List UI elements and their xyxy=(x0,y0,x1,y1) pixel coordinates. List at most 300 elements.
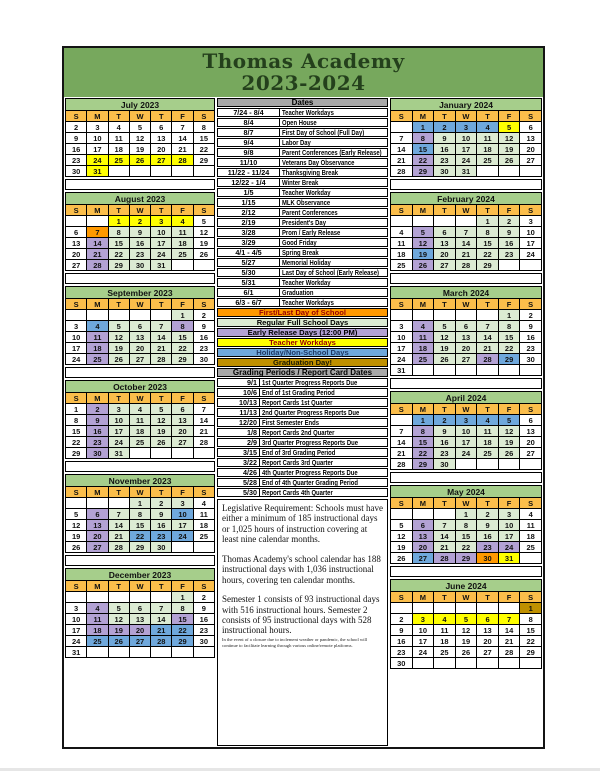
day-cell: 1 xyxy=(477,216,499,227)
day-cell xyxy=(434,365,456,376)
event-label: Veterans Day Observance xyxy=(282,159,355,166)
day-cell xyxy=(151,647,172,658)
page-edge-shadow xyxy=(0,768,600,771)
weekday-header: S xyxy=(391,404,413,415)
event-label: Report Cards 3rd Quarter xyxy=(262,459,334,466)
day-cell: 29 xyxy=(172,636,193,647)
day-cell: 5 xyxy=(151,404,172,415)
day-cell: 4 xyxy=(520,509,542,520)
weekday-header: T xyxy=(151,205,172,216)
weekday-header: W xyxy=(455,205,477,216)
day-cell: 25 xyxy=(477,448,499,459)
month-calendar xyxy=(390,579,542,669)
day-cell: 27 xyxy=(520,448,542,459)
day-cell: 28 xyxy=(193,437,214,448)
day-cell: 9 xyxy=(434,426,456,437)
month-title: April 2024 xyxy=(391,392,542,404)
weekday-header: W xyxy=(129,299,150,310)
day-cell: 12 xyxy=(129,133,150,144)
weekday-header: T xyxy=(151,393,172,404)
day-cell: 11 xyxy=(477,426,499,437)
event-label: Teacher Workdays xyxy=(282,109,334,116)
day-cell: 10 xyxy=(172,509,193,520)
day-cell: 4 xyxy=(172,216,193,227)
day-cell: 2 xyxy=(151,498,172,509)
day-cell: 17 xyxy=(455,144,477,155)
calendar-content xyxy=(64,97,543,747)
day-cell: 26 xyxy=(108,354,129,365)
weekday-header: W xyxy=(455,404,477,415)
day-cell: 18 xyxy=(391,249,413,260)
day-cell: 28 xyxy=(391,166,413,177)
day-cell: 5 xyxy=(193,216,214,227)
day-cell: 20 xyxy=(412,542,434,553)
day-cell: 20 xyxy=(172,426,193,437)
day-cell: 21 xyxy=(87,249,108,260)
weekday-header: T xyxy=(108,581,129,592)
day-cell: 3 xyxy=(66,321,87,332)
weekday-header: S xyxy=(520,111,542,122)
event-label: President's Day xyxy=(282,219,326,226)
day-cell: 24 xyxy=(108,437,129,448)
day-cell: 7 xyxy=(151,321,172,332)
day-cell: 15 xyxy=(520,625,542,636)
day-cell xyxy=(87,216,108,227)
legislative-requirement-text: Legislative Requirement: Schools must have either a minimum of 185 instructional days or 1,025 hours of instruction covering at least nine calendar months. xyxy=(222,503,383,545)
day-cell xyxy=(412,603,434,614)
day-cell: 8 xyxy=(108,227,129,238)
day-cell: 10 xyxy=(66,614,87,625)
day-cell: 26 xyxy=(498,448,520,459)
day-cell: 13 xyxy=(520,133,542,144)
day-cell: 10 xyxy=(66,332,87,343)
title-banner xyxy=(64,48,543,97)
day-cell xyxy=(434,603,456,614)
day-cell: 23 xyxy=(87,437,108,448)
day-cell: 10 xyxy=(455,426,477,437)
day-cell: 15 xyxy=(172,332,193,343)
day-cell: 9 xyxy=(434,133,456,144)
day-cell: 19 xyxy=(129,144,150,155)
day-cell: 3 xyxy=(498,509,520,520)
day-cell: 12 xyxy=(108,614,129,625)
event-date: 1/8 xyxy=(218,429,260,436)
weekday-header: F xyxy=(498,111,520,122)
day-cell: 14 xyxy=(391,437,413,448)
day-cell xyxy=(391,122,413,133)
day-cell: 9 xyxy=(391,625,413,636)
day-cell: 18 xyxy=(87,625,108,636)
date-event-row xyxy=(217,408,388,417)
spacer-box xyxy=(65,461,215,472)
day-cell: 27 xyxy=(129,354,150,365)
weekday-header: S xyxy=(391,111,413,122)
day-cell xyxy=(498,658,520,669)
day-cell: 30 xyxy=(391,658,413,669)
event-label: Open House xyxy=(282,119,317,126)
day-cell xyxy=(172,260,193,271)
day-cell xyxy=(87,647,108,658)
date-event-row xyxy=(217,298,388,307)
day-cell: 6 xyxy=(520,122,542,133)
day-cell: 17 xyxy=(455,437,477,448)
day-cell: 16 xyxy=(193,332,214,343)
legend-item: First/Last Day of School xyxy=(217,308,388,317)
weekday-header: S xyxy=(193,111,214,122)
day-cell: 28 xyxy=(87,260,108,271)
date-event-row xyxy=(217,418,388,427)
day-cell: 2 xyxy=(193,592,214,603)
event-date: 2/9 xyxy=(218,439,260,446)
date-event-row xyxy=(217,478,388,487)
date-event-row xyxy=(217,278,388,287)
day-cell xyxy=(498,365,520,376)
day-cell xyxy=(477,310,499,321)
spacer-box xyxy=(390,273,542,284)
day-cell: 2 xyxy=(87,404,108,415)
event-date: 8/4 xyxy=(218,119,280,126)
day-cell: 10 xyxy=(455,133,477,144)
day-cell: 7 xyxy=(87,227,108,238)
weekday-header: M xyxy=(87,393,108,404)
day-cell: 26 xyxy=(455,647,477,658)
event-date: 12/20 xyxy=(218,419,260,426)
day-cell xyxy=(172,647,193,658)
day-cell: 5 xyxy=(498,122,520,133)
day-cell: 20 xyxy=(520,437,542,448)
month-title: September 2023 xyxy=(66,287,215,299)
date-event-row xyxy=(217,458,388,467)
day-cell xyxy=(151,448,172,459)
day-cell: 17 xyxy=(391,343,413,354)
weekday-header: T xyxy=(108,487,129,498)
day-cell: 31 xyxy=(391,365,413,376)
weekday-header: S xyxy=(193,487,214,498)
day-cell: 24 xyxy=(172,531,193,542)
event-date: 3/29 xyxy=(218,239,280,246)
day-cell: 5 xyxy=(66,509,87,520)
day-cell: 25 xyxy=(87,636,108,647)
day-cell xyxy=(412,365,434,376)
day-cell: 6 xyxy=(455,321,477,332)
weekday-header: M xyxy=(412,299,434,310)
day-cell: 14 xyxy=(193,415,214,426)
day-cell: 20 xyxy=(520,144,542,155)
day-cell: 5 xyxy=(108,321,129,332)
weekday-header: F xyxy=(172,299,193,310)
day-cell: 29 xyxy=(193,155,214,166)
event-date: 6/3 - 6/7 xyxy=(218,299,280,306)
date-event-row xyxy=(217,168,388,177)
event-date: 5/27 xyxy=(218,259,280,266)
day-cell: 7 xyxy=(477,321,499,332)
event-label: Good Friday xyxy=(282,239,317,246)
day-cell: 19 xyxy=(151,426,172,437)
weekday-header: F xyxy=(498,205,520,216)
day-cell: 15 xyxy=(477,238,499,249)
day-cell: 4 xyxy=(193,498,214,509)
day-cell: 3 xyxy=(151,216,172,227)
date-event-row xyxy=(217,138,388,147)
event-date: 3/22 xyxy=(218,459,260,466)
event-date: 9/8 xyxy=(218,149,280,156)
left-month-column xyxy=(65,98,215,746)
day-cell: 15 xyxy=(129,520,150,531)
day-cell: 17 xyxy=(66,343,87,354)
day-cell xyxy=(477,459,499,470)
day-cell: 5 xyxy=(455,614,477,625)
day-cell: 19 xyxy=(498,144,520,155)
grading-section-header: Grading Periods / Report Card Dates xyxy=(217,368,388,377)
event-label: Teacher Workday xyxy=(282,279,331,286)
day-cell: 11 xyxy=(129,415,150,426)
day-cell: 20 xyxy=(477,636,499,647)
event-date: 10/13 xyxy=(218,399,260,406)
day-cell: 19 xyxy=(108,625,129,636)
day-cell: 27 xyxy=(412,553,434,564)
weekday-header: F xyxy=(498,498,520,509)
day-cell: 2 xyxy=(434,122,456,133)
weekday-header: M xyxy=(87,111,108,122)
day-cell: 12 xyxy=(108,332,129,343)
event-date: 11/22 - 11/24 xyxy=(218,169,280,176)
day-cell: 7 xyxy=(455,227,477,238)
day-cell: 14 xyxy=(477,332,499,343)
day-cell: 25 xyxy=(434,647,456,658)
day-cell: 28 xyxy=(498,647,520,658)
date-event-row xyxy=(217,288,388,297)
day-cell: 26 xyxy=(434,354,456,365)
day-cell: 6 xyxy=(129,603,150,614)
day-cell: 11 xyxy=(391,238,413,249)
weekday-header: W xyxy=(129,205,150,216)
legend-item: Teacher Workdays xyxy=(217,338,388,347)
day-cell: 4 xyxy=(412,321,434,332)
weekday-header: M xyxy=(87,581,108,592)
event-label: 4th Quarter Progress Reports Due xyxy=(262,469,358,476)
month-calendar xyxy=(390,98,542,177)
day-cell: 3 xyxy=(391,321,413,332)
day-cell: 21 xyxy=(151,625,172,636)
weekday-header: T xyxy=(477,404,499,415)
day-cell: 24 xyxy=(520,249,542,260)
day-cell: 27 xyxy=(520,155,542,166)
day-cell: 3 xyxy=(66,603,87,614)
day-cell: 2 xyxy=(193,310,214,321)
date-event-row xyxy=(217,268,388,277)
day-cell: 18 xyxy=(172,238,193,249)
day-cell: 16 xyxy=(391,636,413,647)
day-cell xyxy=(391,415,413,426)
day-cell: 13 xyxy=(129,332,150,343)
day-cell xyxy=(412,310,434,321)
day-cell xyxy=(129,448,150,459)
event-label: End of 3rd Grading Period xyxy=(262,449,336,456)
dates-table xyxy=(217,108,388,308)
day-cell xyxy=(129,310,150,321)
day-cell xyxy=(66,310,87,321)
day-cell: 31 xyxy=(66,647,87,658)
day-cell: 18 xyxy=(193,520,214,531)
day-cell: 9 xyxy=(193,603,214,614)
event-label: Report Cards 1st Quarter xyxy=(262,399,333,406)
day-cell: 15 xyxy=(412,144,434,155)
weekday-header: S xyxy=(66,299,87,310)
day-cell xyxy=(66,498,87,509)
day-cell xyxy=(391,310,413,321)
day-cell: 24 xyxy=(66,636,87,647)
day-cell xyxy=(151,310,172,321)
day-cell xyxy=(87,592,108,603)
event-date: 4/26 xyxy=(218,469,260,476)
day-cell: 6 xyxy=(434,227,456,238)
day-cell: 22 xyxy=(498,343,520,354)
month-title: July 2023 xyxy=(66,99,215,111)
day-cell xyxy=(477,166,499,177)
day-cell: 26 xyxy=(151,437,172,448)
day-cell: 15 xyxy=(193,133,214,144)
day-cell: 5 xyxy=(108,603,129,614)
day-cell: 15 xyxy=(412,437,434,448)
day-cell: 25 xyxy=(129,437,150,448)
day-cell: 3 xyxy=(172,498,193,509)
weekday-header: S xyxy=(391,299,413,310)
day-cell: 31 xyxy=(87,166,108,177)
event-label: 2nd Quarter Progress Reports Due xyxy=(262,409,360,416)
day-cell: 8 xyxy=(412,426,434,437)
day-cell: 13 xyxy=(477,625,499,636)
day-cell: 25 xyxy=(520,542,542,553)
day-cell: 18 xyxy=(477,144,499,155)
day-cell: 8 xyxy=(412,133,434,144)
day-cell: 30 xyxy=(520,354,542,365)
day-cell: 15 xyxy=(66,426,87,437)
day-cell: 22 xyxy=(477,249,499,260)
day-cell xyxy=(391,216,413,227)
day-cell xyxy=(193,448,214,459)
day-cell: 14 xyxy=(172,133,193,144)
weekday-header: S xyxy=(391,592,413,603)
day-cell: 17 xyxy=(172,520,193,531)
day-cell: 11 xyxy=(87,614,108,625)
day-cell: 8 xyxy=(193,122,214,133)
event-label: 3rd Quarter Progress Reports Due xyxy=(262,439,358,446)
day-cell: 21 xyxy=(455,249,477,260)
event-label: Parent Conferences (Early Release) xyxy=(282,149,382,156)
calendar-page xyxy=(62,46,545,749)
date-event-row xyxy=(217,488,388,497)
day-cell xyxy=(172,166,193,177)
day-cell: 7 xyxy=(193,404,214,415)
day-cell xyxy=(520,553,542,564)
day-cell: 1 xyxy=(455,509,477,520)
spacer-box xyxy=(390,179,542,190)
day-cell: 19 xyxy=(193,238,214,249)
day-cell: 27 xyxy=(455,354,477,365)
day-cell: 13 xyxy=(129,614,150,625)
month-title: January 2024 xyxy=(391,99,542,111)
month-calendar xyxy=(65,568,215,658)
day-cell: 6 xyxy=(87,509,108,520)
day-cell: 18 xyxy=(434,636,456,647)
event-date: 7/24 - 8/4 xyxy=(218,109,280,116)
day-cell: 23 xyxy=(129,249,150,260)
day-cell: 13 xyxy=(434,238,456,249)
day-cell: 28 xyxy=(391,459,413,470)
event-label: Report Cards 4th Quarter xyxy=(262,489,333,496)
day-cell: 8 xyxy=(498,321,520,332)
school-name-title: Thomas Academy xyxy=(202,49,405,73)
weekday-header: M xyxy=(412,592,434,603)
spacer-box xyxy=(65,367,215,378)
spacer-box xyxy=(65,273,215,284)
day-cell: 24 xyxy=(151,249,172,260)
calendar-summary-text: Thomas Academy's school calendar has 188 instructional days with 1,036 instructional hours, covering ten calendar months. xyxy=(222,553,381,585)
day-cell: 8 xyxy=(66,415,87,426)
month-calendar xyxy=(390,485,542,564)
spacer-box xyxy=(390,378,542,389)
event-label: Last Day of School (Early Release) xyxy=(282,269,379,276)
day-cell: 4 xyxy=(477,415,499,426)
event-date: 11/13 xyxy=(218,409,260,416)
day-cell: 27 xyxy=(477,647,499,658)
date-event-row xyxy=(217,218,388,227)
weekday-header: F xyxy=(498,592,520,603)
event-label: First Day of School (Full Day) xyxy=(282,129,365,136)
day-cell xyxy=(520,459,542,470)
day-cell: 10 xyxy=(391,332,413,343)
weekday-header: W xyxy=(455,111,477,122)
weekday-header: F xyxy=(172,205,193,216)
month-title: October 2023 xyxy=(66,381,215,393)
day-cell: 21 xyxy=(391,155,413,166)
day-cell: 9 xyxy=(87,415,108,426)
day-cell xyxy=(520,365,542,376)
day-cell: 29 xyxy=(129,542,150,553)
event-label: Memorial Holiday xyxy=(282,259,331,266)
day-cell xyxy=(193,260,214,271)
day-cell: 1 xyxy=(520,603,542,614)
day-cell: 21 xyxy=(434,542,456,553)
day-cell: 15 xyxy=(498,332,520,343)
day-cell: 26 xyxy=(108,636,129,647)
date-event-row xyxy=(217,388,388,397)
event-date: 5/30 xyxy=(218,489,260,496)
day-cell: 7 xyxy=(172,122,193,133)
day-cell: 29 xyxy=(498,354,520,365)
day-cell: 12 xyxy=(193,227,214,238)
day-cell: 20 xyxy=(66,249,87,260)
day-cell xyxy=(66,592,87,603)
day-cell: 6 xyxy=(520,415,542,426)
event-date: 10/6 xyxy=(218,389,260,396)
day-cell: 28 xyxy=(151,636,172,647)
date-event-row xyxy=(217,448,388,457)
day-cell: 16 xyxy=(129,238,150,249)
day-cell: 23 xyxy=(520,343,542,354)
weekday-header: T xyxy=(434,592,456,603)
date-event-row xyxy=(217,128,388,137)
day-cell: 25 xyxy=(108,155,129,166)
day-cell: 22 xyxy=(172,343,193,354)
day-cell xyxy=(66,216,87,227)
day-cell: 3 xyxy=(87,122,108,133)
day-cell: 7 xyxy=(391,133,413,144)
weekday-header: S xyxy=(520,592,542,603)
day-cell: 8 xyxy=(172,603,193,614)
event-date: 1/5 xyxy=(218,189,280,196)
day-cell: 20 xyxy=(434,249,456,260)
